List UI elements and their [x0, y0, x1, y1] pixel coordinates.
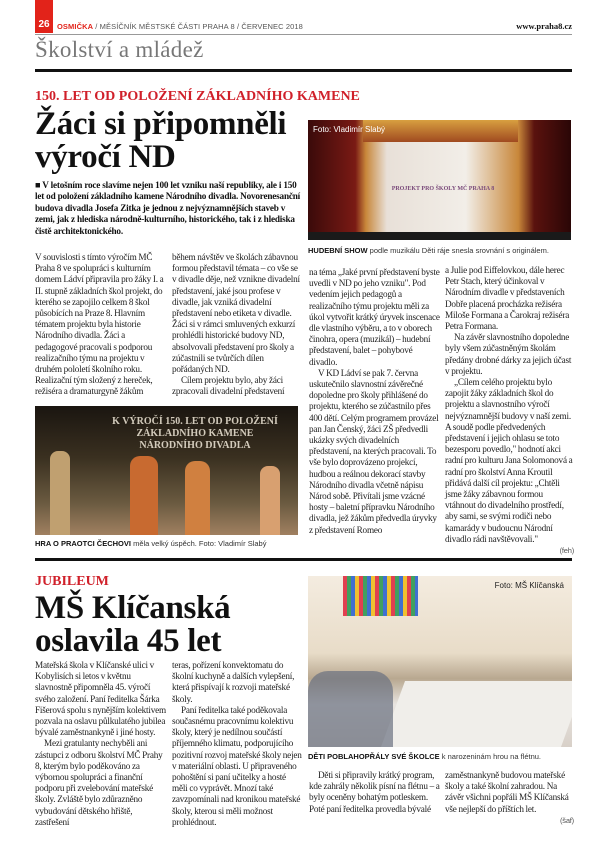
actor-figure — [185, 461, 210, 535]
photo-caption — [308, 246, 549, 255]
photo-music-show — [308, 120, 571, 240]
caption-bold: DĚTI POBLAHOPŘÁLY SVÉ ŠKOLCE — [308, 752, 440, 761]
stage-screen-text: PROJEKT PRO ŠKOLY MČ PRAHA 8 — [391, 186, 495, 192]
article-lead: ■ V letošním roce slavíme nejen 100 let vzniku naší republiky, ale i 150 let od položení základního kamene Národního divadla. Novorenesanční budova divadla Josefa Zitka je jednou z nejvýznamnějších staveb v zemi, jak z hlediska národně-kulturního, historického, tak i z hlediska čistě architektonického. — [35, 180, 300, 236]
paragraph: Na závěr slavnostního dopoledne byly všem zúčastněným školám předány drobné dárky za jejich účast v projektu. — [445, 332, 572, 376]
divider — [35, 558, 572, 561]
paragraph: během návštěv ve školách zábavnou formou představil témata – co vše se v divadle děje, než vznikne divadelní představení, jaké jsou profese v divadle, jak vzniká divadelní představení nebo etiketa v divadle. Žáci si v rámci smluvených exkurzí prohlédli historické budovy ND, absolvovali představení pro školy a zúčastnili se tvůrčích dílen pořádaných ND. — [172, 252, 300, 375]
paragraph: „Cílem celého projektu bylo zapojit žáky základních škol do projektu a slavnostního výročí nejvýznamnější budovy v naší zemi. A soudě podle předvedených představení i jejich ohlasu se toto bezesporu povedlo," hodnotí akci radní pro kulturu Jana Solomonová a radní pro školství Anna Kroutil přidává další cíl projektu: „Chtěli jsme žáky zábavnou formou vtáhnout do divadelního prostředí, aby sami, se svými rodiči nebo kamarády v budoucnu Národní divadlo rádi navštěvovali." — [445, 377, 573, 544]
paragraph: Děti si připravily krátký program, kde zahrály několik písní na flétnu – a byly oceněny bohatým potleskem. Poté paní ředitelka provedla bývalé — [309, 770, 440, 814]
paragraph: Mezi gratulanty nechyběli ani zástupci z odboru školství MČ Prahy 8, kterým bylo poděkováno za výbornou spolupráci a finanční podporu při zvelebování mateřské školy. Zvláště bylo zdůrazněno vybudování dětského hřiště, zastřešení — [35, 738, 163, 827]
article-column-3 — [309, 770, 440, 815]
actor-figure — [130, 456, 158, 535]
caption-text: podle muzikálu Děti ráje snesla srovnání s originálem. — [367, 246, 549, 255]
actor-figure — [260, 466, 280, 535]
paragraph: Cílem projektu bylo, aby žáci zpracovali divadelní představení — [172, 375, 285, 397]
paragraph: zaměstnankyně budovou mateřské školy a také školní zahradou. Na závěr všichni popřáli MŠ Klíčanská vše nejlepší do příštích let. — [445, 770, 569, 814]
article-column-2 — [172, 660, 303, 828]
stage-screen-text: K VÝROČÍ 150. LET OD POLOŽENÍ ZÁKLADNÍHO KAMENE NÁRODNÍHO DIVADLA — [112, 416, 278, 451]
article-column-4 — [445, 265, 574, 556]
page-number: 26 — [35, 0, 53, 33]
photo-kindergarten-celebration — [308, 576, 572, 747]
photo-credit: Foto: Vladimír Slabý — [313, 125, 386, 134]
actor-figure — [50, 451, 70, 535]
paragraph: a Julie pod Eiffelovkou, dále herec Petr Stach, který účinkoval v Národním divadle v představeních Dobře placená procházka režiséra Miloše Formana a Čarokraj režiséra Petra Formana. — [445, 265, 570, 332]
article-column-1 — [35, 252, 166, 398]
caption-text: k narozeninám hrou na flétnu. — [439, 752, 542, 761]
article-column-2 — [172, 252, 303, 398]
masthead-text: / MĚSÍČNÍK MĚSTSKÉ ČÁSTI PRAHA 8 / ČERVENEC 2018 — [93, 22, 303, 31]
divider — [35, 34, 572, 35]
divider — [35, 69, 572, 72]
photo-credit: Foto: MŠ Klíčanská — [494, 581, 564, 590]
author-signature: (šaf) — [559, 815, 574, 825]
decorations — [343, 576, 418, 616]
section-title: Školství a mládež — [35, 37, 204, 62]
author-signature: (feh) — [559, 546, 574, 556]
paragraph: na téma „Jaké první představení byste uvedli v ND po jeho vzniku". Pod vedením jejich pedagogů a realizačního týmu projektu měli za úkol vytvořit krátký úryvek inscenace dle vlastního výběru, a to v oborech činohra, opera (muzikál) – hudební představení, balet – pohybové divadlo. — [309, 267, 440, 367]
article-column-4 — [445, 770, 574, 826]
photo-caption — [35, 539, 266, 548]
article-title: MŠ Klíčanská oslavila 45 let — [35, 590, 231, 659]
stage-arch — [363, 120, 518, 142]
paragraph: Mateřská škola v Klíčanské ulici v Kobylisích si letos v květnu slavnostně připomněla 45. výročí svého založení. Paní ředitelka Šárka Fišerová spolu s nynějším kolektivem pozvala na oslavu půlkulatého jubilea bývalé zaměstnankyně i jiné hosty. — [35, 660, 166, 738]
paragraph: teras, pořízení konvektomatu do školní kuchyně a dalších vylepšení, která přispívají k rozvoji mateřské školy. — [172, 660, 295, 704]
masthead — [57, 22, 303, 31]
paragraph: V souvislosti s tímto výročím MČ Praha 8 ve spolupráci s kulturním domem Ládví připravila pro žáky I. a II. stupně základních škol projekt, do kterého se zapojilo celkem 8 škol působících na Praze 8. Hlavním tématem projektu byla historie Národního divadla. Žáci a pedagogové pracovali s podporou realizačního týmu na projektu v druhém pololetí školního roku. Realizační tým složený z hereček, režiséra a dramaturgyně žákům — [35, 252, 164, 397]
article-title: Žáci si připomněli výročí ND — [35, 106, 287, 175]
photo-praotec-cech-play — [35, 406, 298, 535]
article-column-3 — [309, 267, 440, 536]
caption-bold: HRA O PRAOTCI ČECHOVI — [35, 539, 131, 548]
paragraph: Paní ředitelka také poděkovala současnému pracovnímu kolektivu školy, který je nedílnou součástí příjemného klimatu, podporujícího pozitivní rozvoj mateřské školy nejen v materiální oblasti. U připraveného pohoštění si paní učitelky a hosté měli co vyprávět. Mnozí také zavzpomínali nad kronikou mateřské školy, kterou si měli možnost prohlédnout. — [172, 704, 302, 827]
paragraph: V KD Ládví se pak 7. června uskutečnilo slavnostní závěrečné dopoledne pro školy přihlášené do projektu, kterého se zúčastnilo přes 400 dětí. Celým programem provázel pan Jan Čenský, žáci ZŠ předvedli ukázky svých divadelních představení, na kterých pracovali. To vše bylo doprovázeno projekcí, hudbou a reálnou dekorací stavby Národního divadla včetně nápisu Národ sobě. Přivítali jsme vzácné hosty – baletní přípravku Národního divadla, jež žákům předvedla úryvky z představení Romeo — [309, 367, 439, 535]
photo-caption — [308, 752, 541, 761]
article-kicker: JUBILEUM — [35, 574, 109, 589]
brand: OSMIČKA — [57, 22, 94, 31]
stage-floor — [308, 232, 571, 240]
website-link[interactable]: www.praha8.cz — [516, 21, 572, 31]
guests — [308, 671, 393, 747]
caption-text: měla velký úspěch. Foto: Vladimír Slabý — [130, 539, 267, 548]
caption-bold: HUDEBNÍ SHOW — [308, 246, 368, 255]
article-column-1 — [35, 660, 166, 828]
article-kicker: 150. LET OD POLOŽENÍ ZÁKLADNÍHO KAMENE — [35, 89, 360, 104]
table — [381, 681, 572, 747]
